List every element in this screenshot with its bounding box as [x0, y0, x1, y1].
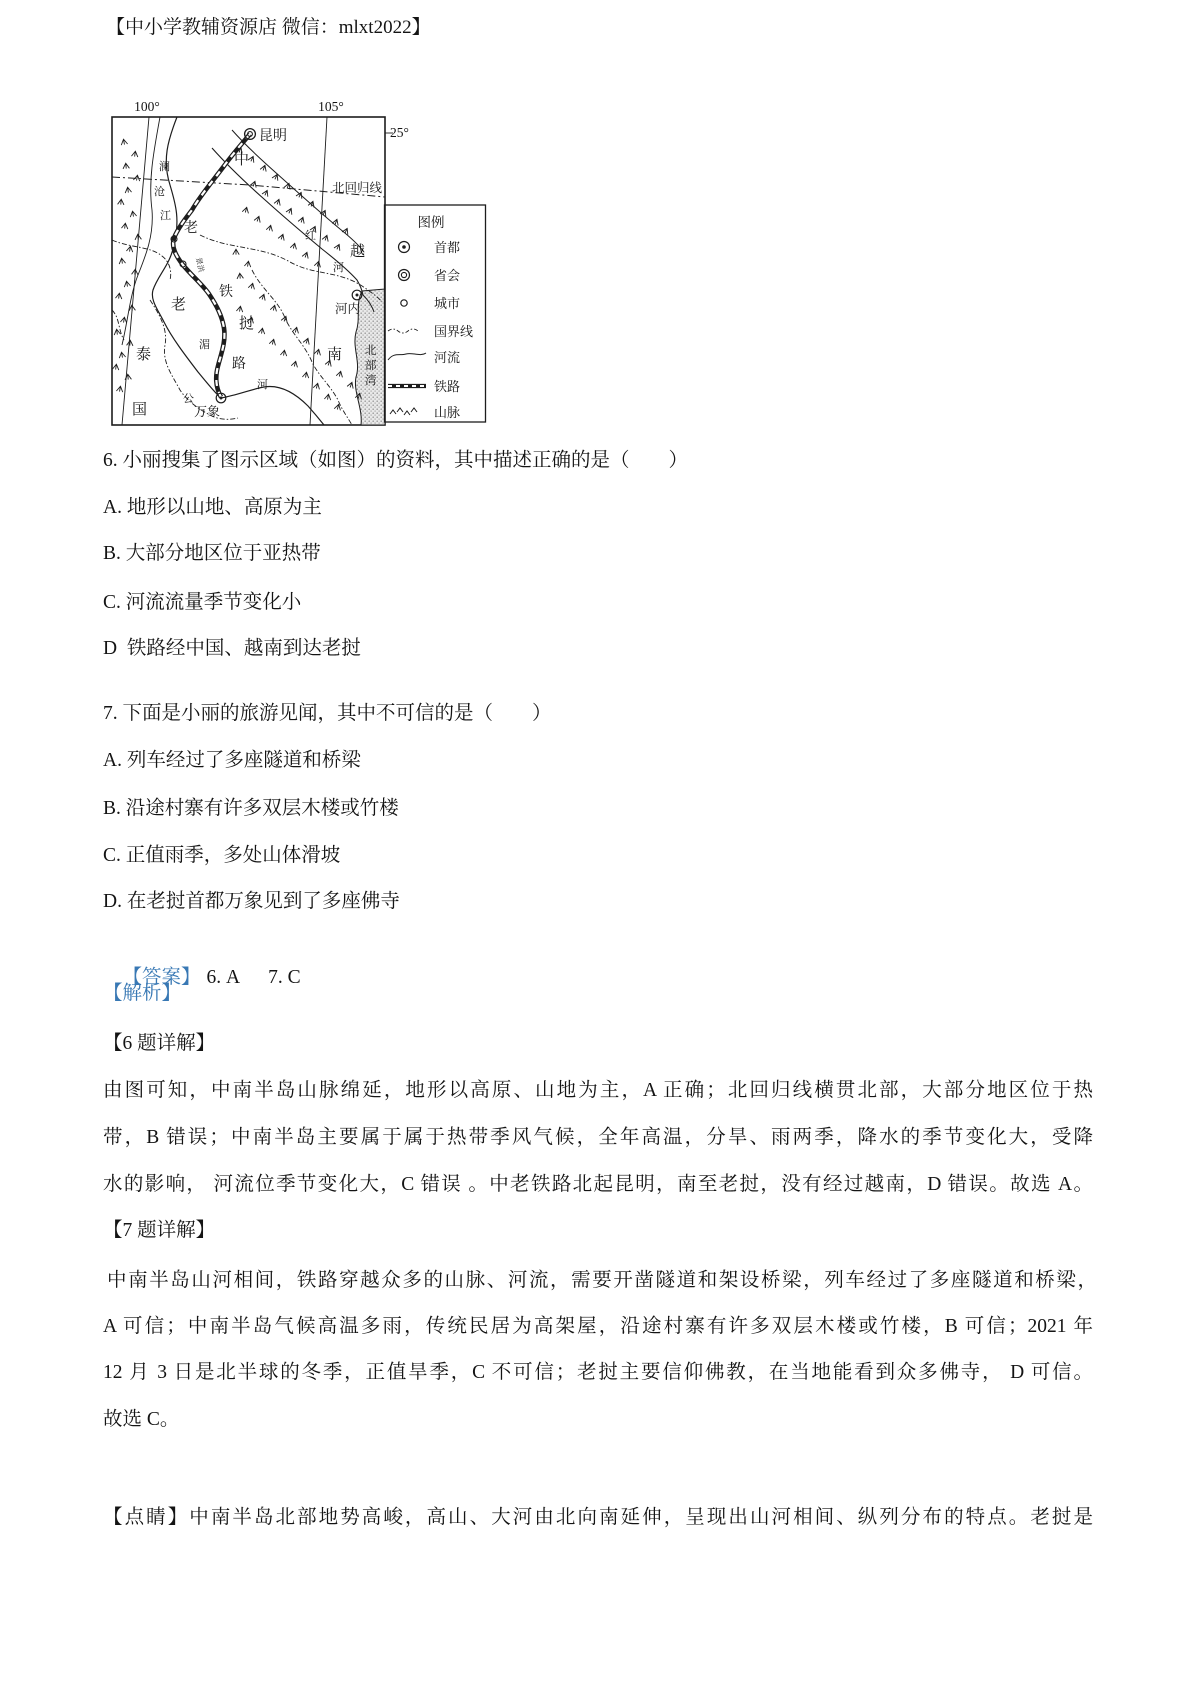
thailand-label: 国 [132, 402, 148, 418]
legend-city-label: 城市 [434, 296, 461, 311]
red-river-label: 河 [333, 262, 344, 274]
lon-105-label: 105° [318, 99, 344, 114]
lancang-river-label: 江 [160, 210, 171, 222]
vietnam-label: 越 [350, 244, 366, 260]
lat-25-label: 25° [390, 125, 409, 140]
legend-title: 图例 [417, 215, 445, 230]
lon-100-label: 100° [134, 99, 160, 114]
detail-6-line-1: 由图可知，中南半岛山脉绵延，地形以高原、山地为主，A 正确；北回归线横贯北部，大部分地区位于热 [103, 1080, 1093, 1101]
legend-railway-label: 铁路 [434, 379, 461, 394]
detail-7-line-1: 中南半岛山河相间，铁路穿越众多的山脉、河流，需要开凿隧道和架设桥梁，列车经过了多座隧道和桥梁， [107, 1270, 1097, 1291]
region-map [85, 85, 495, 430]
answer-q6: 6. A [206, 967, 241, 988]
legend-prov-capital-label: 省会 [434, 268, 461, 283]
mekong-label: 湄 [199, 339, 210, 351]
thailand-label: 泰 [136, 347, 152, 363]
border-line [112, 310, 124, 340]
hanoi-label: 河内 [335, 302, 361, 316]
map-legend [385, 205, 486, 422]
vientiane-label: 万象 [193, 404, 221, 419]
river-line [122, 117, 160, 345]
jinghong-label: 景洪 [194, 256, 206, 274]
detail-7-heading: 【7 题详解】 [103, 1220, 216, 1241]
question-6-option-b: B. 大部分地区位于亚热带 [103, 543, 321, 564]
laos-label: 挝 [239, 316, 255, 332]
tip-line [103, 1503, 1093, 1532]
detail-6-line-2: 带，B 错误；中南半岛主要属于属于热带季风气候，全年高温，分旱、雨两季，降水的季节变化大，受降 [103, 1127, 1093, 1148]
question-6-stem: 6. 小丽搜集了图示区域（如图）的资料，其中描述正确的是（ ） [103, 450, 689, 471]
railway-label-tie: 铁 [219, 285, 233, 300]
detail-7-line-3: 12 月 3 日是北半球的冬季，正值旱季，C 不可信；老挝主要信仰佛教，在当地能看到众多佛寺， D 可信。 [103, 1362, 1093, 1383]
lancang-river-label: 沧 [154, 186, 165, 198]
page-header: 【中小学教辅资源店 微信：mlxt2022】 [106, 17, 431, 38]
railway-label-lao: 老 [184, 221, 198, 236]
question-6-option-c: C. 河流流量季节变化小 [103, 592, 302, 613]
question-7-option-b: B. 沿途村寨有许多双层木楼或竹楼 [103, 798, 399, 819]
vietnam-label: 南 [327, 347, 343, 363]
detail-6-heading: 【6 题详解】 [103, 1033, 216, 1054]
gulf-label: 湾 [365, 375, 377, 387]
red-river-label: 红 [305, 230, 316, 242]
tropic-label: 北回归线 [332, 181, 383, 195]
legend-capital-label: 首都 [434, 240, 461, 255]
laos-label: 老 [171, 297, 187, 313]
china-label: 中 [234, 152, 250, 168]
detail-7-line-4: 故选 C。 [103, 1409, 180, 1430]
question-7-option-d: D. 在老挝首都万象见到了多座佛寺 [103, 891, 400, 912]
detail-6-line-3: 水的影响， 河流位季节变化大，C 错误 。中老铁路北起昆明，南至老挝，没有经过越南，D 错误。故选 A。 [103, 1174, 1093, 1195]
detail-7-line-2: A 可信；中南半岛气候高温多雨，传统民居为高架屋，沿途村寨有许多双层木楼或竹楼，B 可信；2021 年 [103, 1316, 1093, 1337]
legend-river-label: 河流 [434, 350, 461, 365]
gulf-label: 部 [365, 360, 377, 372]
railway-label-lu: 路 [232, 357, 246, 372]
meridian-105 [310, 117, 327, 425]
legend-border-label: 国界线 [434, 324, 474, 339]
kunming-label: 昆明 [259, 129, 287, 144]
question-7-stem: 7. 下面是小丽的旅游见闻，其中不可信的是（ ） [103, 703, 552, 724]
question-7-option-c: C. 正值雨季，多处山体滑坡 [103, 845, 341, 866]
tip-text: 中南半岛北部地势高峻，高山、大河由北向南延伸，呈现出山河相间、纵列分布的特点。老挝是 [189, 1507, 1093, 1528]
mekong-label: 公 [183, 393, 194, 405]
question-6-option-a: A. 地形以山地、高原为主 [103, 497, 322, 518]
answer-q7: 7. C [268, 967, 301, 988]
question-7-option-a: A. 列车经过了多座隧道和桥梁 [103, 750, 361, 771]
question-6-option-d: D 铁路经中国、越南到达老挝 [103, 638, 361, 659]
analysis-label: 【解析】 [103, 983, 182, 1004]
lancang-river-label: 澜 [159, 161, 170, 173]
mekong-label: 河 [257, 379, 268, 391]
tip-label: 【点睛】 [103, 1507, 190, 1528]
legend-mountain-label: 山脉 [434, 405, 461, 420]
answer-label: 【答案】 [122, 967, 201, 988]
gulf-label: 北 [365, 345, 377, 357]
